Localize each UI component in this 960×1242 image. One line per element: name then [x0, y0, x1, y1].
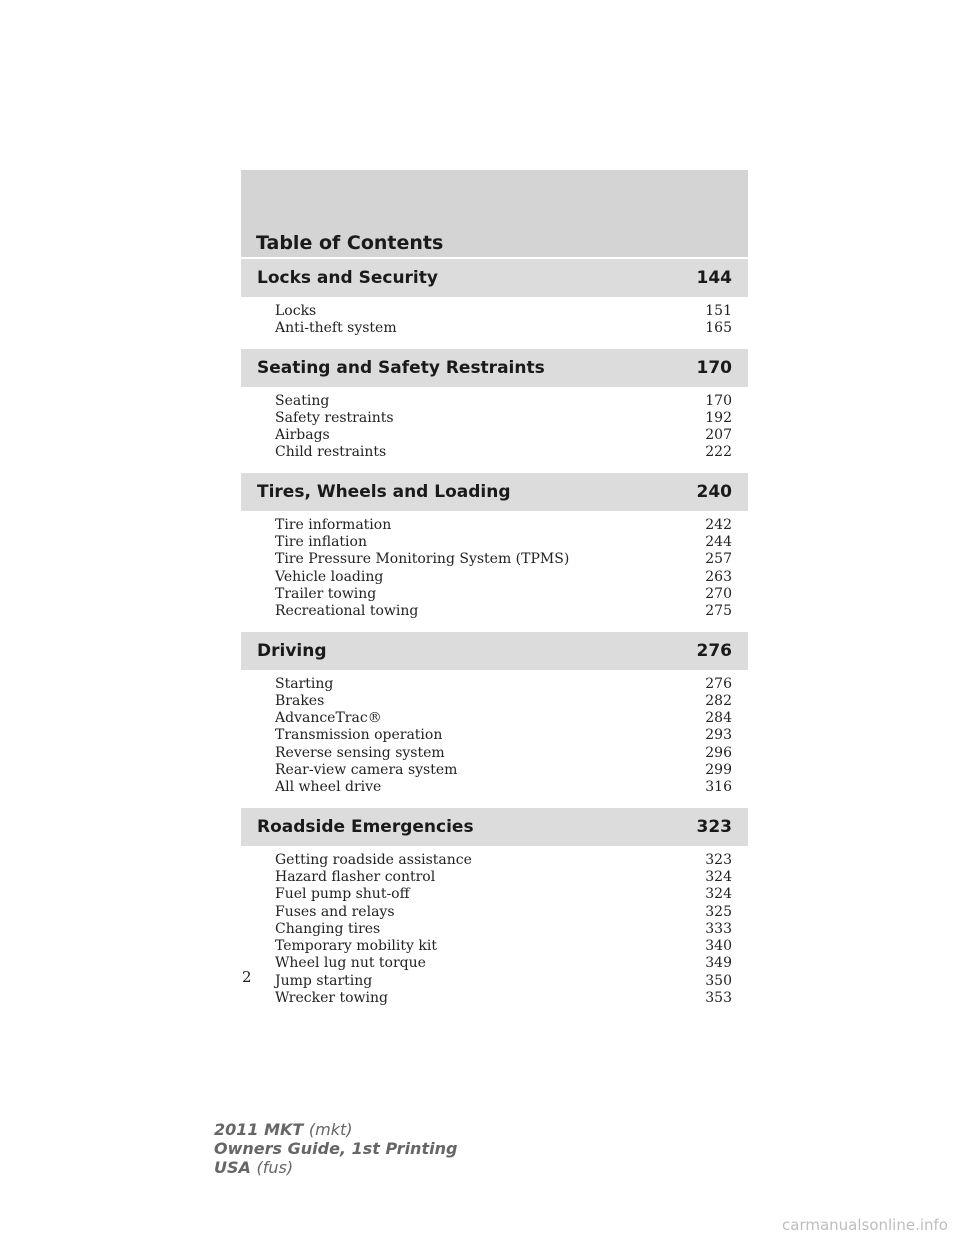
toc-entry[interactable]	[275, 603, 732, 620]
toc-entry[interactable]	[275, 886, 732, 903]
toc-entry[interactable]	[275, 320, 732, 337]
toc-entry[interactable]	[275, 534, 732, 551]
section-items	[241, 297, 748, 347]
entry-label: Brakes	[275, 692, 325, 709]
entry-page: 324	[705, 886, 732, 903]
toc-entry[interactable]	[275, 586, 732, 603]
entry-page: 207	[705, 427, 732, 444]
entry-page: 222	[705, 444, 732, 461]
entry-label: Tire inflation	[275, 534, 367, 551]
section-title: Roadside Emergencies	[257, 816, 474, 837]
entry-label: Wheel lug nut torque	[275, 955, 426, 972]
entry-label: Fuel pump shut-off	[275, 886, 410, 903]
entry-page: 316	[705, 779, 732, 796]
entry-label: Wrecker towing	[275, 990, 388, 1007]
entry-label: Getting roadside assistance	[275, 851, 472, 868]
section-heading[interactable]	[241, 471, 748, 511]
entry-label: Seating	[275, 392, 330, 409]
entry-page: 324	[705, 868, 732, 885]
watermark: carmanualsonline.info	[782, 1216, 948, 1234]
entry-page: 263	[705, 568, 732, 585]
toc-entry[interactable]	[275, 303, 732, 320]
section-page: 276	[696, 640, 732, 661]
toc-section	[241, 347, 748, 471]
entry-label: Safety restraints	[275, 409, 394, 426]
footer-model-code: (mkt)	[308, 1120, 353, 1139]
entry-label: All wheel drive	[275, 779, 382, 796]
toc-entry[interactable]	[275, 444, 732, 461]
entry-label: Jump starting	[275, 972, 373, 989]
section-title: Locks and Security	[257, 268, 438, 288]
entry-label: Starting	[275, 675, 334, 692]
entry-page: 276	[705, 675, 732, 692]
entry-label: Anti-theft system	[275, 320, 397, 337]
section-title: Tires, Wheels and Loading	[257, 481, 511, 502]
entry-page: 350	[705, 972, 732, 989]
table-of-contents	[241, 170, 748, 1016]
entry-page: 242	[705, 516, 732, 533]
section-page: 240	[696, 481, 732, 502]
toc-entry[interactable]	[275, 779, 732, 796]
footer-market-code: (fus)	[256, 1158, 294, 1177]
entry-page: 340	[705, 938, 732, 955]
section-page: 323	[696, 816, 732, 837]
entry-label: Child restraints	[275, 444, 387, 461]
entry-label: Trailer towing	[275, 585, 377, 602]
toc-entry[interactable]	[275, 551, 732, 568]
toc-title: Table of Contents	[256, 232, 444, 254]
toc-entry[interactable]	[275, 921, 732, 938]
toc-sections	[241, 257, 748, 1016]
entry-label: Recreational towing	[275, 603, 419, 620]
toc-entry[interactable]	[275, 710, 732, 727]
entry-page: 325	[705, 903, 732, 920]
entry-page: 353	[705, 990, 732, 1007]
footer-line-2: Owners Guide, 1st Printing	[214, 1139, 458, 1158]
section-heading[interactable]	[241, 630, 748, 670]
toc-entry[interactable]	[275, 904, 732, 921]
toc-entry[interactable]	[275, 938, 732, 955]
section-page: 144	[696, 268, 732, 288]
toc-entry[interactable]	[275, 410, 732, 427]
section-items	[241, 670, 748, 806]
toc-entry[interactable]	[275, 427, 732, 444]
section-title: Driving	[257, 640, 327, 661]
toc-entry[interactable]	[275, 745, 732, 762]
toc-entry[interactable]	[275, 762, 732, 779]
entry-label: Fuses and relays	[275, 903, 395, 920]
section-items	[241, 846, 748, 1017]
toc-entry[interactable]	[275, 393, 732, 410]
entry-label: Vehicle loading	[275, 568, 384, 585]
footer-line-3	[214, 1158, 457, 1177]
toc-entry[interactable]	[275, 955, 732, 972]
entry-page: 296	[705, 744, 732, 761]
entry-label: Rear-view camera system	[275, 762, 458, 779]
footer-model: 2011 MKT	[214, 1120, 304, 1139]
entry-page: 349	[705, 955, 732, 972]
page-number: 2	[242, 968, 252, 986]
section-title: Seating and Safety Restraints	[257, 357, 545, 378]
toc-entry[interactable]	[275, 517, 732, 534]
toc-entry[interactable]	[275, 693, 732, 710]
toc-entry[interactable]	[275, 569, 732, 586]
toc-entry[interactable]	[275, 676, 732, 693]
toc-entry[interactable]	[275, 852, 732, 869]
entry-page: 192	[705, 409, 732, 426]
toc-entry[interactable]	[275, 990, 732, 1007]
section-heading[interactable]	[241, 806, 748, 846]
section-items	[241, 511, 748, 630]
entry-label: AdvanceTrac®	[275, 710, 382, 727]
section-heading[interactable]	[241, 347, 748, 387]
section-page: 170	[696, 357, 732, 378]
entry-page: 151	[705, 303, 732, 319]
section-items	[241, 387, 748, 471]
entry-page: 257	[705, 551, 732, 568]
entry-label: Reverse sensing system	[275, 744, 445, 761]
entry-label: Tire information	[275, 516, 392, 533]
entry-label: Airbags	[275, 427, 330, 444]
entry-page: 333	[705, 920, 732, 937]
print-footer	[214, 1120, 457, 1177]
entry-page: 293	[705, 727, 732, 744]
entry-page: 270	[705, 585, 732, 602]
toc-section	[241, 806, 748, 1017]
toc-section	[241, 471, 748, 630]
toc-entry[interactable]	[275, 869, 732, 886]
toc-entry[interactable]	[275, 727, 732, 744]
footer-market: USA	[214, 1158, 251, 1177]
footer-line-1	[214, 1120, 457, 1139]
entry-page: 299	[705, 762, 732, 779]
entry-page: 323	[705, 851, 732, 868]
entry-label: Temporary mobility kit	[275, 938, 437, 955]
entry-page: 170	[705, 392, 732, 409]
entry-page: 282	[705, 692, 732, 709]
entry-page: 284	[705, 710, 732, 727]
entry-label: Changing tires	[275, 920, 381, 937]
entry-label: Tire Pressure Monitoring System (TPMS)	[275, 551, 570, 568]
toc-section	[241, 630, 748, 806]
toc-entry[interactable]	[275, 973, 732, 990]
entry-label: Locks	[275, 303, 317, 319]
entry-label: Hazard flasher control	[275, 868, 436, 885]
section-heading[interactable]	[241, 257, 748, 297]
entry-label: Transmission operation	[275, 727, 443, 744]
entry-page: 165	[705, 320, 732, 337]
toc-section	[241, 257, 748, 347]
entry-page: 244	[705, 534, 732, 551]
toc-header	[241, 170, 748, 257]
entry-page: 275	[705, 603, 732, 620]
